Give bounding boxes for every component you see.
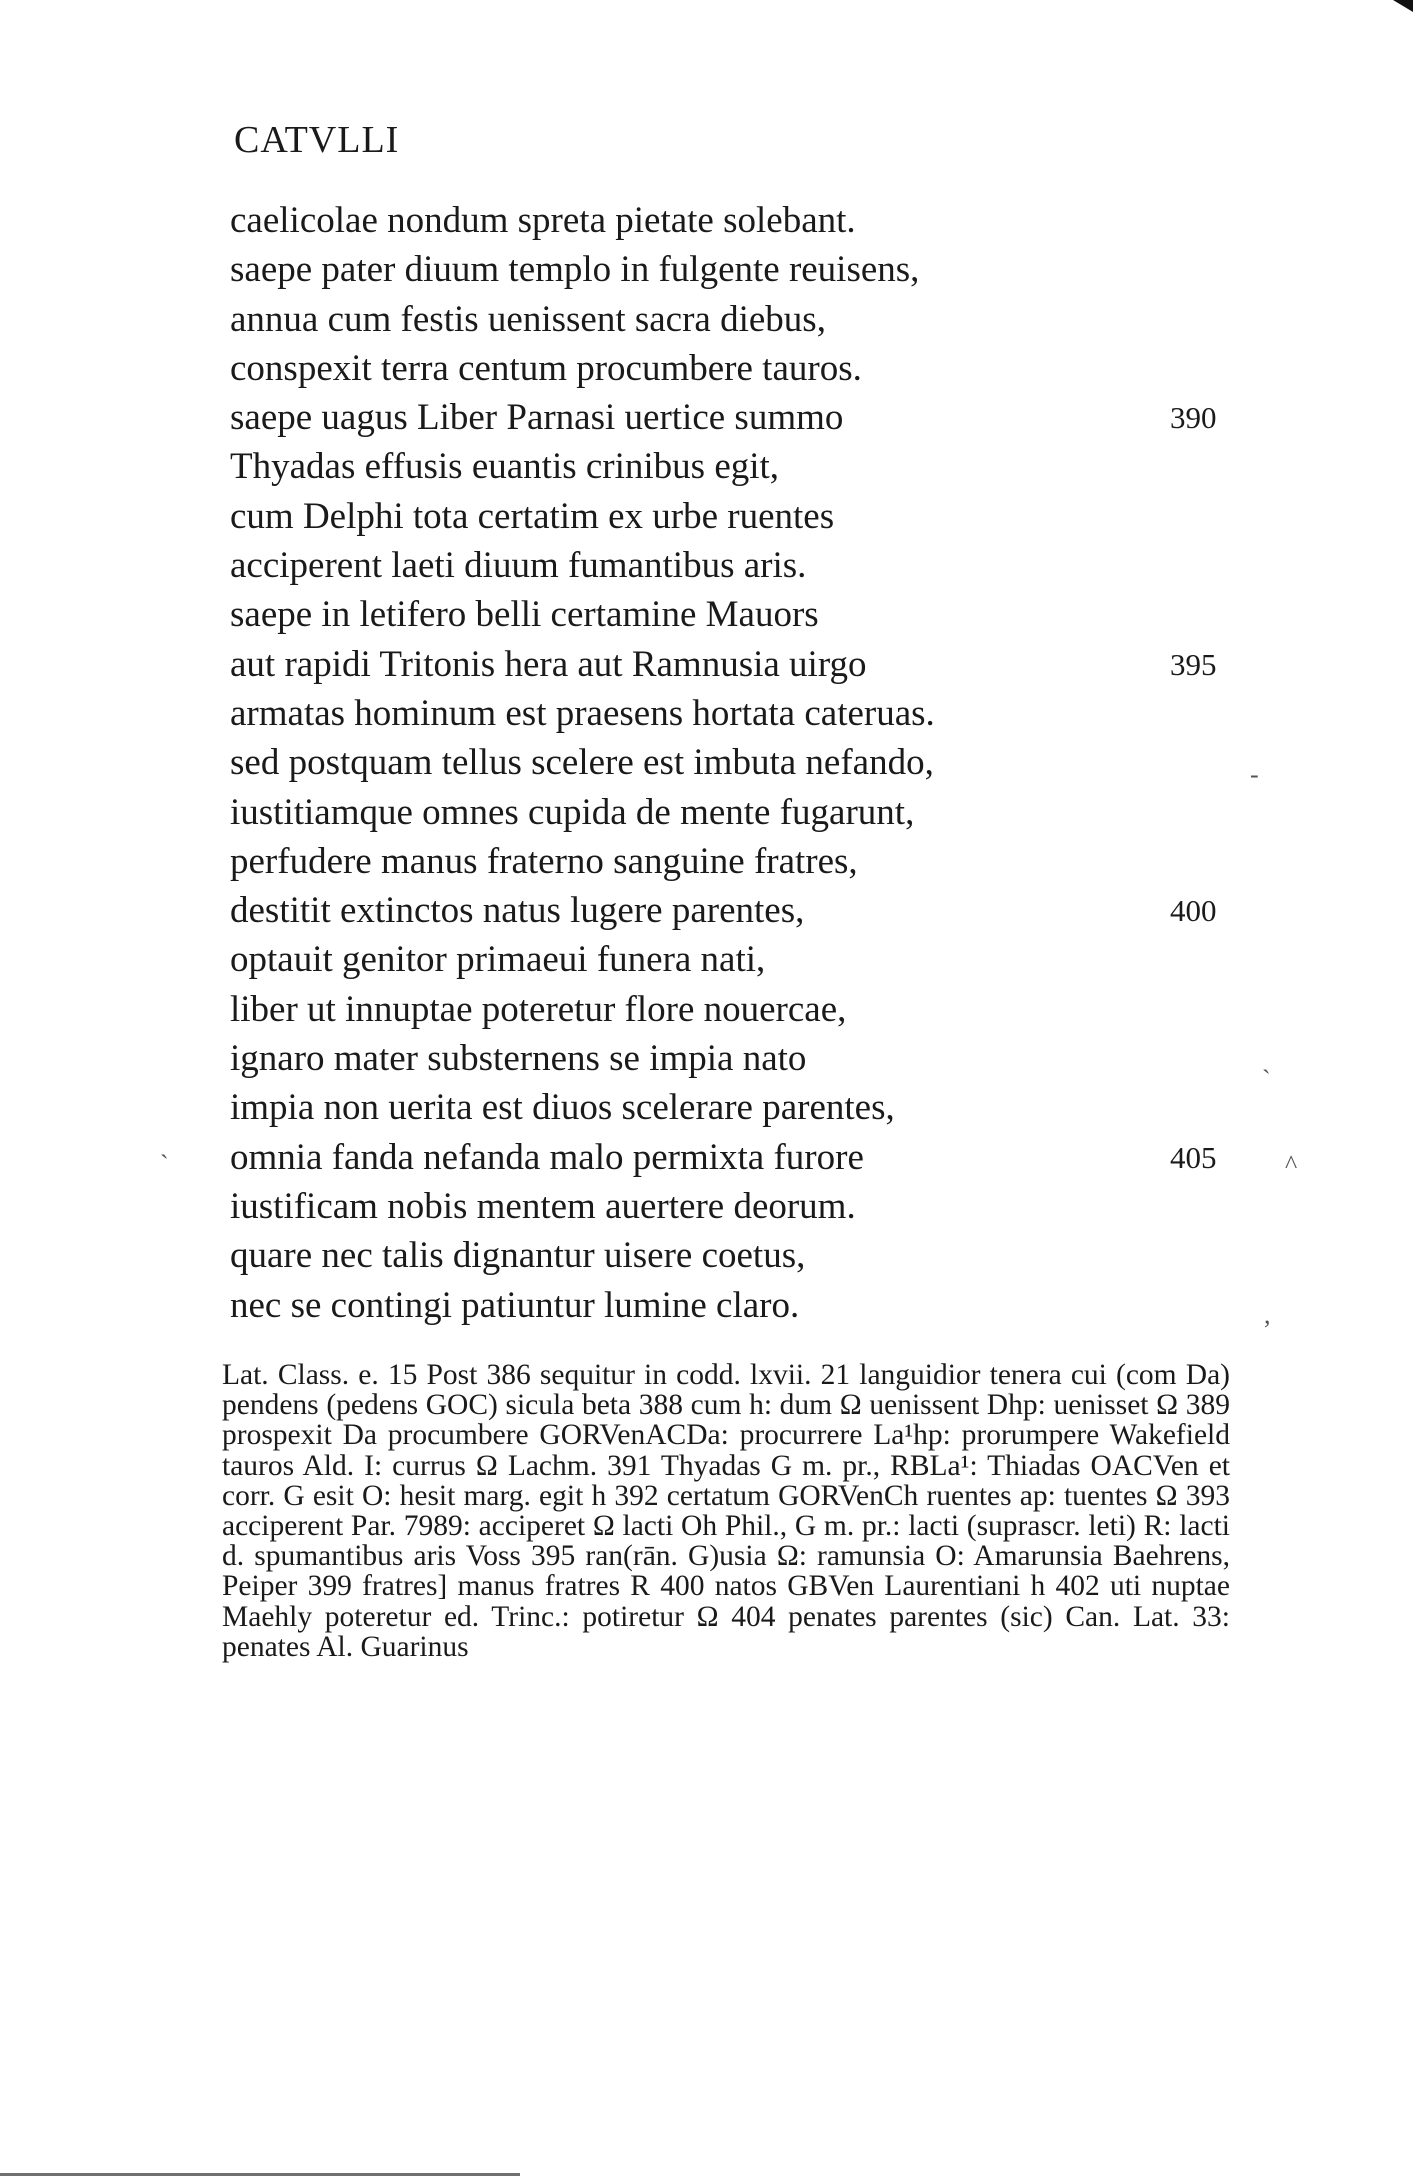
poem-line xyxy=(230,245,1260,294)
poem-line xyxy=(230,1133,1260,1182)
poem-line-text: saepe uagus Liber Parnasi uertice summo xyxy=(230,397,844,439)
corner-mark xyxy=(1393,0,1413,12)
poem-line xyxy=(230,1182,1260,1231)
poem-line-text: sed postquam tellus scelere est imbuta nefando, xyxy=(230,742,934,784)
poem-line xyxy=(230,344,1260,393)
poem-line-text: iustificam nobis mentem auertere deorum. xyxy=(230,1185,856,1227)
line-number: 390 xyxy=(1170,400,1217,436)
poem-line xyxy=(230,738,1260,787)
poem-line xyxy=(230,196,1260,245)
scan-mark: ` xyxy=(160,1150,169,1179)
poem-line-text: quare nec talis dignantur uisere coetus, xyxy=(230,1235,806,1277)
poem-line xyxy=(230,935,1260,984)
poem-line-text: annua cum festis uenissent sacra diebus, xyxy=(230,298,826,340)
poem-line xyxy=(230,689,1260,738)
poem-line xyxy=(230,393,1260,442)
line-number: 395 xyxy=(1170,646,1217,682)
poem-line xyxy=(230,1034,1260,1083)
poem-line-text: impia non uerita est diuos scelerare parentes, xyxy=(230,1087,895,1129)
scan-mark: - xyxy=(1250,760,1259,789)
poem-line-text: Thyadas effusis euantis crinibus egit, xyxy=(230,446,780,488)
scan-mark: , xyxy=(1264,1300,1271,1329)
poem-line xyxy=(230,1231,1260,1280)
poem-line-text: iustitiamque omnes cupida de mente fugarunt, xyxy=(230,791,915,833)
poem-line-text: acciperent laeti diuum fumantibus aris. xyxy=(230,545,807,587)
poem-line-text: perfudere manus fraterno sanguine fratres, xyxy=(230,840,858,882)
poem-line-text: omnia fanda nefanda malo permixta furore xyxy=(230,1136,864,1178)
poem-line-text: cum Delphi tota certatim ex urbe ruentes xyxy=(230,495,835,537)
poem-line-text: destitit extinctos natus lugere parentes, xyxy=(230,890,805,932)
poem-line xyxy=(230,541,1260,590)
poem-line xyxy=(230,837,1260,886)
poem-line xyxy=(230,640,1260,689)
poem-line-text: caelicolae nondum spreta pietate solebant. xyxy=(230,200,856,241)
poem-line-text: conspexit terra centum procumbere tauros. xyxy=(230,347,862,389)
line-number: 400 xyxy=(1170,893,1217,929)
poem-line xyxy=(230,985,1260,1034)
poem-line-text: optauit genitor primaeui funera nati, xyxy=(230,939,766,981)
poem-line-text: liber ut innuptae poteretur flore nouercae, xyxy=(230,988,847,1030)
poem-line xyxy=(230,590,1260,639)
line-number: 405 xyxy=(1170,1139,1217,1175)
poem-line xyxy=(230,442,1260,491)
scan-mark: ^ xyxy=(1285,1150,1298,1179)
poem-line-text: saepe pater diuum templo in fulgente reuisens, xyxy=(230,249,920,291)
poem-line-text: saepe in letifero belli certamine Mauors xyxy=(230,594,819,636)
poem-line-text: armatas hominum est praesens hortata cateruas. xyxy=(230,692,935,734)
poem-line xyxy=(230,295,1260,344)
poem-line xyxy=(230,492,1260,541)
critical-apparatus: Lat. Class. e. 15 Post 386 sequitur in codd. lxvii. 21 languidior tenera cui (com Da) pendens (pedens GOC) sicula beta 388 cum h: dum Ω uenissent Dhp: uenisset Ω 389 prospexit Da procumbere GORVenACDa: procurrere La¹hp: prorumpere Wakefield tauros Ald. I: currus Ω Lachm. 391 Thyadas G m. pr., RBLa¹: Thiadas OACVen et corr. G esit O: hesit marg. egit h 392 certatum GORVenCh ruentes ap: tuentes Ω 393 acciperent Par. 7989: acciperet Ω lacti Oh Phil., G m. pr.: lacti (suprascr. leti) R: lacti d. spumantibus aris Voss 395 ran(rān. G)usia Ω: ramunsia O: Amarunsia Baehrens, Peiper 399 fratres] manus fratres R 400 natos GBVen Laurentiani h 402 uti nuptae Maehly poteretur ed. Trinc.: potiretur Ω 404 penates parentes (sic) Can. Lat. 33: penates Al. Guarinus xyxy=(222,1359,1230,1663)
poem-text xyxy=(230,196,1260,1330)
running-header: CATVLLI xyxy=(234,119,400,161)
poem-line-text: nec se contingi patiuntur lumine claro. xyxy=(230,1284,800,1326)
scan-mark: ` xyxy=(1262,1065,1271,1094)
scan-edge-rule xyxy=(0,2173,520,2176)
poem-line-text: aut rapidi Tritonis hera aut Ramnusia uirgo xyxy=(230,643,867,685)
poem-line-text: ignaro mater substernens se impia nato xyxy=(230,1038,807,1080)
poem-line xyxy=(230,788,1260,837)
poem-line xyxy=(230,1281,1260,1330)
poem-line xyxy=(230,886,1260,935)
poem-line xyxy=(230,1083,1260,1132)
